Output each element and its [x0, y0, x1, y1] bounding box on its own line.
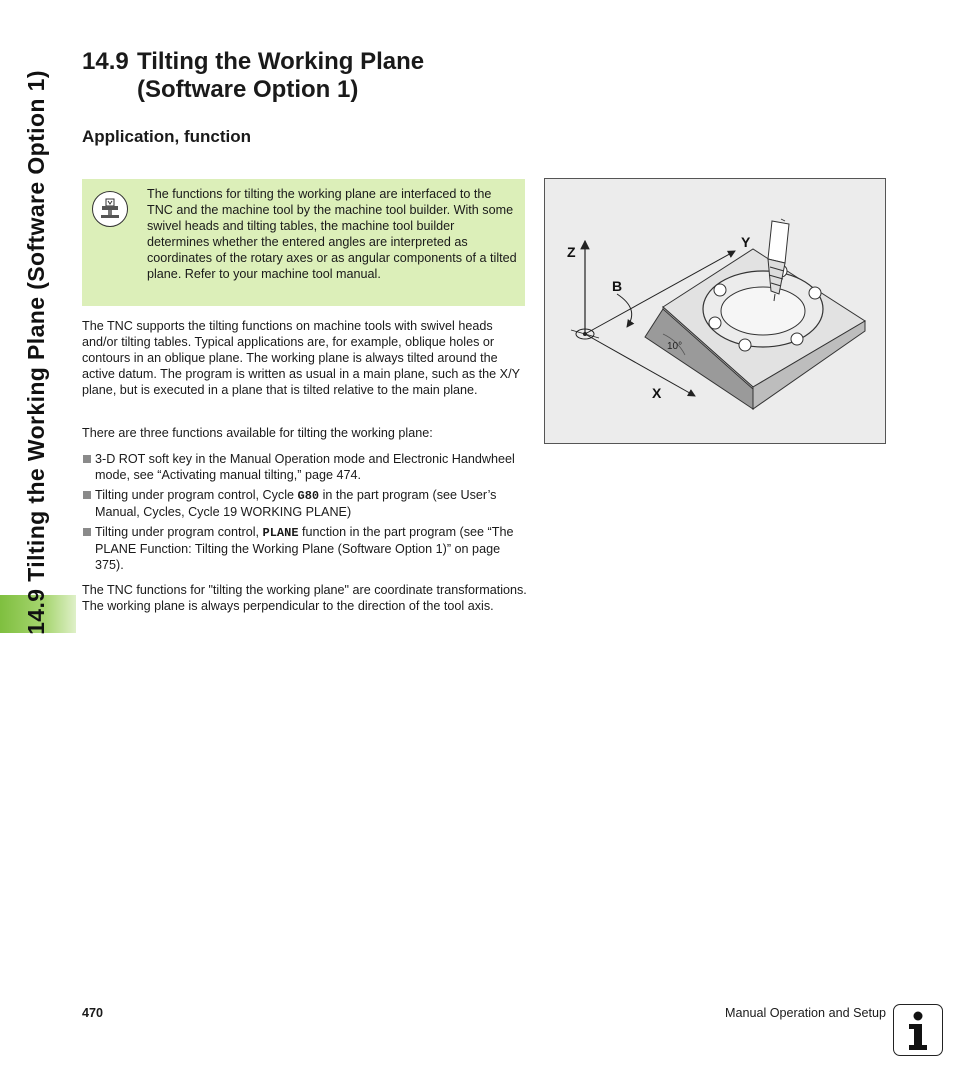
y-axis-label: Y	[741, 234, 751, 250]
tilted-plane-illustration	[545, 179, 885, 443]
bullet-square-icon	[83, 491, 91, 499]
b-axis-label: B	[612, 278, 623, 294]
tilt-angle-label: 10°	[667, 341, 683, 352]
section-title-line2: (Software Option 1)	[137, 76, 359, 103]
functions-paragraph: There are three functions available for tilting the working plane:	[82, 426, 433, 440]
bullet-square-icon	[83, 455, 91, 463]
side-chapter-title: 14.9 Tilting the Working Plane (Software Option 1)	[22, 70, 49, 635]
chapter-title: Manual Operation and Setup	[724, 1006, 886, 1020]
z-axis-label: Z	[567, 244, 576, 260]
tilted-plane-figure	[544, 178, 886, 444]
section-heading	[82, 48, 542, 104]
section-title-line1: Tilting the Working Plane	[137, 48, 425, 75]
plane-code: PLANE	[262, 526, 299, 540]
functions-list	[82, 451, 527, 577]
intro-paragraph: The TNC supports the tilting functions on machine tools with swivel heads and/or tilting tables. Typical applications are, for example, oblique holes or contours in an oblique plane. The working plane is always tilted around the active datum. The program is written as usual in a main plane, such as the X/Y plane, but is executed in a plane that is tilted relative to the main plane.	[82, 319, 520, 397]
note-text: The functions for tilting the working plane are interfaced to the TNC and the machine tool by the machine tool builder. With some swivel heads and tilting tables, the machine tool builder determines whether the entered angles are interpreted as coordinates of the rotary axes or as angular components of a tilted plane. Refer to your machine tool manual.	[147, 187, 517, 281]
list-item: 3-D ROT soft key in the Manual Operation mode and Electronic Handwheel mode, see “Activating manual tilting,” page 474.	[82, 451, 527, 483]
section-number: 14.9	[82, 48, 129, 75]
list-item: Tilting under program control, PLANE function in the part program (see “The PLANE Function: Tilting the Working Plane (Software Option 1)” on page 375).	[82, 524, 527, 573]
list-item: Tilting under program control, Cycle G80 in the part program (see User’s Manual, Cycles, Cycle 19 WORKING PLANE)	[82, 487, 527, 520]
x-axis-label: X	[652, 385, 662, 401]
machine-note-box	[82, 179, 525, 306]
machine-icon	[92, 191, 128, 227]
bullet-square-icon	[83, 528, 91, 536]
subsection-heading: Application, function	[82, 127, 252, 146]
cycle-code: G80	[297, 489, 320, 503]
b-rotation-arrow	[617, 294, 632, 327]
page-number: 470	[82, 1006, 104, 1020]
info-icon	[893, 1004, 943, 1056]
closing-paragraph: The TNC functions for "tilting the working plane" are coordinate transformations. The working plane is always perpendicular to the direction of the tool axis.	[82, 583, 527, 613]
